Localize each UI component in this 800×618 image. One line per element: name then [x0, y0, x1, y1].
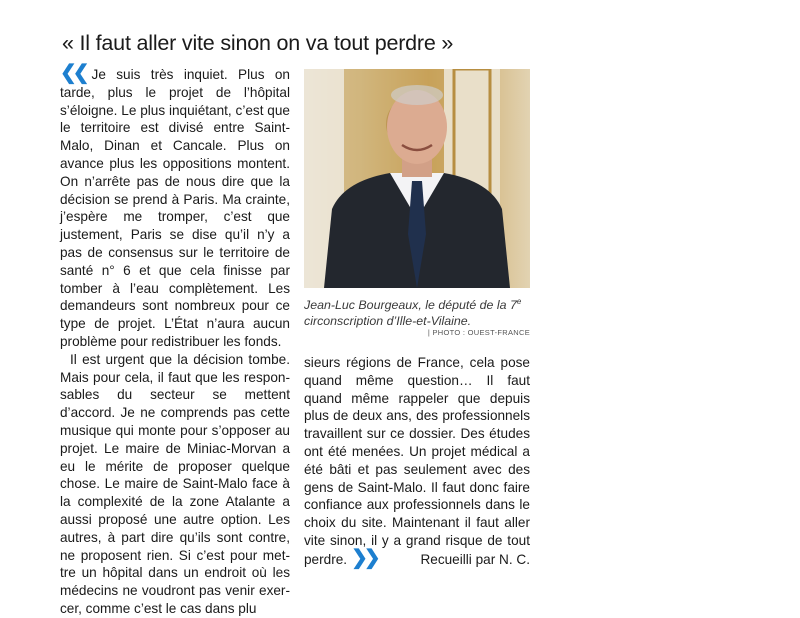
portrait-illustration: [304, 69, 530, 288]
article-paragraph: [60, 62, 290, 351]
article-paragraph: Il est urgent que la décision tombe. Mais pour cela, il faut que les responsables du secteur se mettent d’accord. Je ne comprends pas cette musique qui monte pour s’opposer au projet. Le maire de Miniac-Morvan a eu le mérite de proposer quelque chose. Le maire de Saint-Malo face à la complexité de la zone Atalante a aussi proposé une autre option. Les autres, à part dire qu’ils sont contre, ne proposent rien. Si c’est pour mettre un hôpital dans un endroit où les médecins ne voudront pas venir exercer, comme c’est le cas dans plu: [60, 351, 290, 616]
photo-caption: Jean-Luc Bourgeaux, le député de la 7e circonscription d’Ille-et-Vilaine.: [304, 297, 522, 329]
byline: Recueilli par N. C.: [420, 552, 530, 567]
paragraph-text: sieurs régions de France, cela pose quand même question… Il faut quand même rappeler que depuis plus de deux ans, des professionnels travaillent sur ce dossier. Des études ont été menées. Un projet médical a été bâti et pas seulement avec des gens de Saint-Malo. Il faut donc faire confiance aux professionnels dans le choix du site. Maintenant il faut aller vite sinon, il y a grand risque de tout perdre.: [304, 355, 530, 567]
open-quote-icon: ❮❮: [60, 62, 86, 84]
article-paragraph: [304, 354, 530, 569]
paragraph-text: Je suis très inquiet. Plus on tarde, plus le projet de l’hôpital s’éloigne. Le plus inquiétant, c’est que le territoire est divisé entre Saint-Malo, Dinan et Cancale. Plus on avance plus les oppositions montent. On n’arrête pas de nous dire que la décision se prend à Paris. Ma crainte, j’espère me tromper, c’est que justement, Paris se dise qu’il n’y a pas de consensus sur le territoire de santé n° 6 et que cela finisse par tomber à l’eau complètement. Les demandeurs sont nombreux pour ce type de projet. L’État n’aura aucun problème pour redistribuer les fonds.: [60, 67, 290, 349]
portrait-photo: [304, 69, 530, 288]
headline: « Il faut aller vite sinon on va tout perdre »: [62, 31, 454, 55]
article-column-right: [304, 354, 530, 569]
article-column-left: [60, 62, 290, 618]
close-quote-icon: ❯❯: [351, 546, 377, 569]
photo-credit: | PHOTO : OUEST-FRANCE: [427, 328, 530, 337]
